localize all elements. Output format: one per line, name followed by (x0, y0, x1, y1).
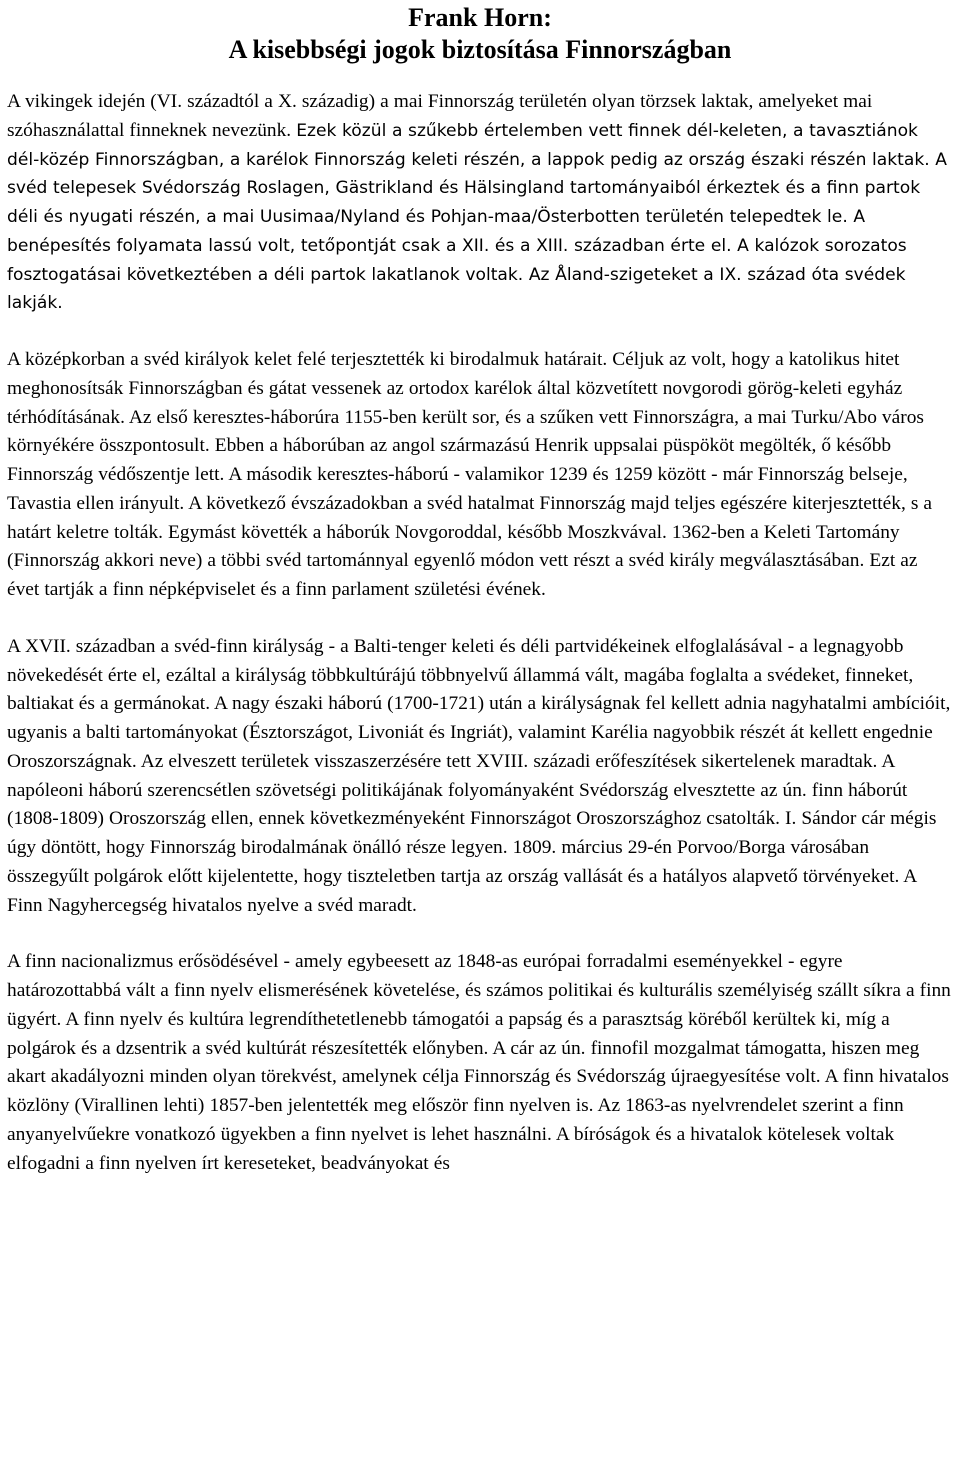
title-author: Frank Horn: (408, 3, 552, 32)
paragraph-middle-ages-part4: Ebben a háborúban az angol származású Henrik uppsalai püspököt megölték, ő később Finnország védőszentje lett. A második keresztes-háború - valamikor 1239 és 1259 között - már Finnország belseje, Tavastia ellen irányult. A következő évszázadokban a svéd hatalmat Finnország majd teljes egészére kiterjesztették, s a határt keletre tolták. Egymást követték a háborúk Novgoroddal, később Moszkvával. 1362-ben a Keleti Tartomány (Finnország akkori neve) a többi svéd tartománnyal egyenlő módon vett részt a svéd király megválasztásában. Ezt az évet tartják a finn népképviselet és a finn parlament születési évének. (7, 435, 933, 600)
paragraph-vikings-part2: Ezek közül a szűkebb értelemben vett finnek dél-keleten, a tavasztiánok dél-közép Finnországban, a karélok Finnország keleti részén, a lappok pedig az ország északi részén laktak. A svéd telepesek Svédország Roslagen, Gästrikland és Hälsingland tartományaiból érkeztek és a finn partok déli és nyugati részén, a mai Uusimaa/Nyland és Pohjan-maa/Österbotten területén telepedtek le. A benépesítés folyamata lassú volt, tetőpontját csak a XII. és a XIII. században érte el. A kalózok sorozatos fosztogatásai következtében a déli partok lakatlanok voltak. Az Åland-szigeteket a IX. század óta svédek lakják. (7, 120, 947, 314)
title-text: A kisebbségi jogok biztosítása Finnországban (228, 35, 732, 64)
paragraph-vikings (7, 88, 953, 318)
paragraph-17th-century: A XVII. században a svéd-finn királyság - a Balti-tenger keleti és déli partvidékeinek elfoglalásával - a legnagyobb növekedését érte el, ezáltal a királyság többkultúrájú többnyelvű állammá vált, magába foglalta a svédeket, finneket, baltiakat és a germánokat. A nagy északi háború (1700-1721) után a királyságnak fel kellett adnia nagyhatalmi ambícióit, ugyanis a balti tartományokat (Észtországot, Livoniát és Ingriát), valamint Karélia nagyobbik részét át kellett engednie Oroszországnak. Az elveszett területek visszaszerzésére tett XVIII. századi erőfeszítések sikertelenek maradtak. A napóleoni háború szerencsétlen szövetségi politikájának folyományaként Svédország elvesztette az ún. finn háborút (1808-1809) Oroszország ellen, ennek következményeként Finnországot Oroszországhoz csatolták. I. Sándor cár mégis úgy döntött, hogy Finnország birodalmának önálló része legyen. 1809. március 29-én Porvoo/Borga városában összegyűlt polgárok előtt kijelentette, hogy tiszteletben tartja az ország vallását és a hatályos alapvető törvényeket. A Finn Nagyhercegség hivatalos nyelve a svéd maradt. (7, 635, 951, 916)
document-page (7, 0, 953, 1178)
paragraph-middle-ages (7, 346, 953, 605)
paragraph-middle-ages-part1: A középkorban a svéd királyok kelet felé terjesztették ki birodalmuk határait. (7, 349, 613, 370)
document-title (7, 0, 953, 66)
paragraph-nationalism: A finn nacionalizmus erősödésével - amely egybeesett az 1848-as európai forradalmi eseményekkel - egyre határozottabbá vált a finn nyelv elismerésének követelése, és számos politikai és kulturális személyiség szállt síkra a finn ügyért. A finn nyelv és kultúra legrendíthetetlenebb támogatói a papság és a parasztság köréből kerültek ki, míg a polgárok és a dzsentrik a svéd kultúrát részesítették előnyben. A cár az ún. finnofil mozgalmat támogatta, hiszen meg akart akadályozni minden olyan törekvést, amelynek célja Finnország és Svédország újraegyesítése volt. A finn hivatalos közlöny (Virallinen lehti) 1857-ben jelentették meg először finn nyelven is. Az 1863-as nyelvrendelet szerint a finn anyanyelvűekre vonatkozó ügyekben a finn nyelvet is lehet használni. A bíróságok és a hivatalok kötelesek voltak elfogadni a finn nyelven írt kereseteket, beadványokat és (7, 951, 951, 1174)
paragraph-middle-ages-part3: Az első keresztes-háborúra 1155-ben került sor, és a szűken vett Finnországra, a mai Turku/Abo város környékére összpontosult. (7, 406, 924, 457)
paragraph-vikings-part1: A vikingek idején (VI. századtól a X. századig) a mai Finnország területén olyan törzsek laktak, amelyeket mai szóhasználattal finneknek nevezünk. (7, 91, 873, 141)
paragraph-middle-ages-part2: Céljuk az volt, hogy a katolikus hitet meghonosítsák Finnországban és gátat vessenek az ortodox karélok által közvetített novgorodi görög-keleti egyház térhódításának. (7, 349, 903, 428)
